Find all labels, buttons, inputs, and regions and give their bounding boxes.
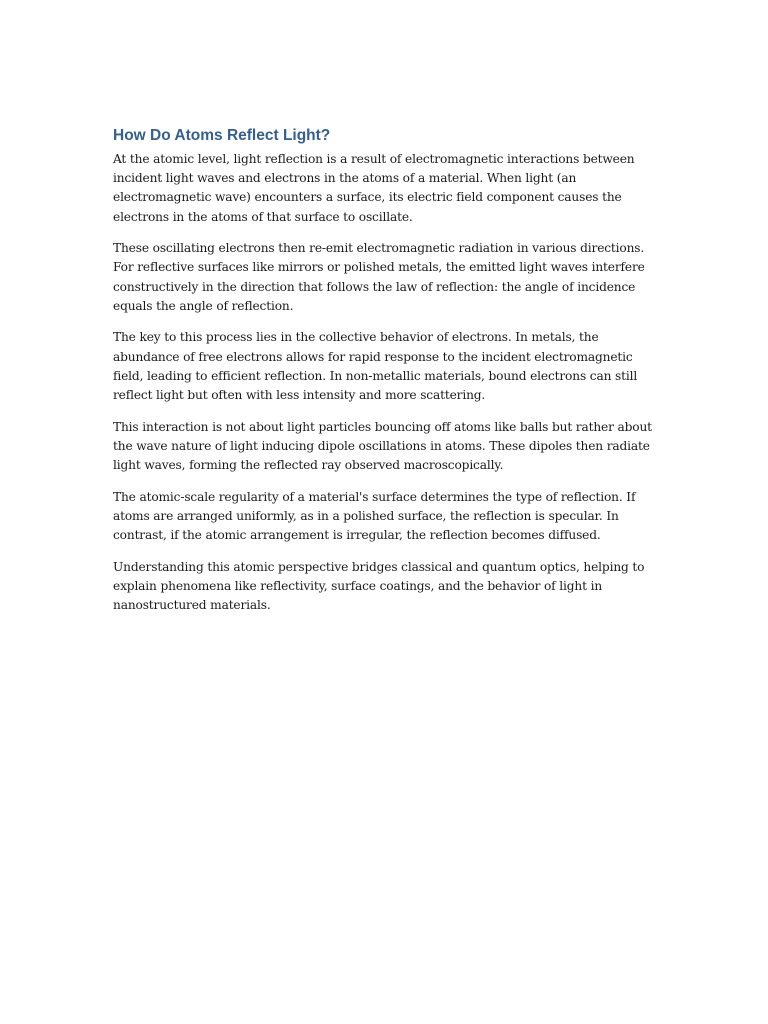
paragraph-1: At the atomic level, light reflection is a result of electromagnetic interactions between incident light waves and electrons in the atoms of a material. When light (an electromagnetic wave) encounters a surface, its electric field component causes the electrons in the atoms of that surface to oscillate.	[113, 152, 635, 224]
paragraph-3: The key to this process lies in the collective behavior of electrons. In metals, the abundance of free electrons allows for rapid response to the incident electromagnetic field, leading to efficient reflection. In non-metallic materials, bound electrons can still reflect light but often with less intensity and more scattering.	[113, 330, 638, 403]
paragraph-4: This interaction is not about light particles bouncing off atoms like balls but rather about the wave nature of light inducing dipole oscillations in atoms. These dipoles then radiate light waves, forming the reflected ray observed macroscopically.	[113, 419, 652, 473]
paragraph-6: Understanding this atomic perspective bridges classical and quantum optics, helping to explain phenomena like reflectivity, surface coatings, and the behavior of light in nanostructured materials.	[113, 559, 645, 613]
document-page	[113, 126, 658, 628]
paragraph-5: The atomic-scale regularity of a material's surface determines the type of reflection. If atoms are arranged uniformly, as in a polished surface, the reflection is specular. In contrast, if the atomic arrangement is irregular, the reflection becomes diffused.	[113, 489, 636, 543]
paragraph-2: These oscillating electrons then re-emit electromagnetic radiation in various directions. For reflective surfaces like mirrors or polished metals, the emitted light waves interfere constructively in the direction that follows the law of reflection: the angle of incidence equals the angle of reflection.	[113, 241, 645, 313]
document-heading: How Do Atoms Reflect Light?	[113, 127, 331, 144]
